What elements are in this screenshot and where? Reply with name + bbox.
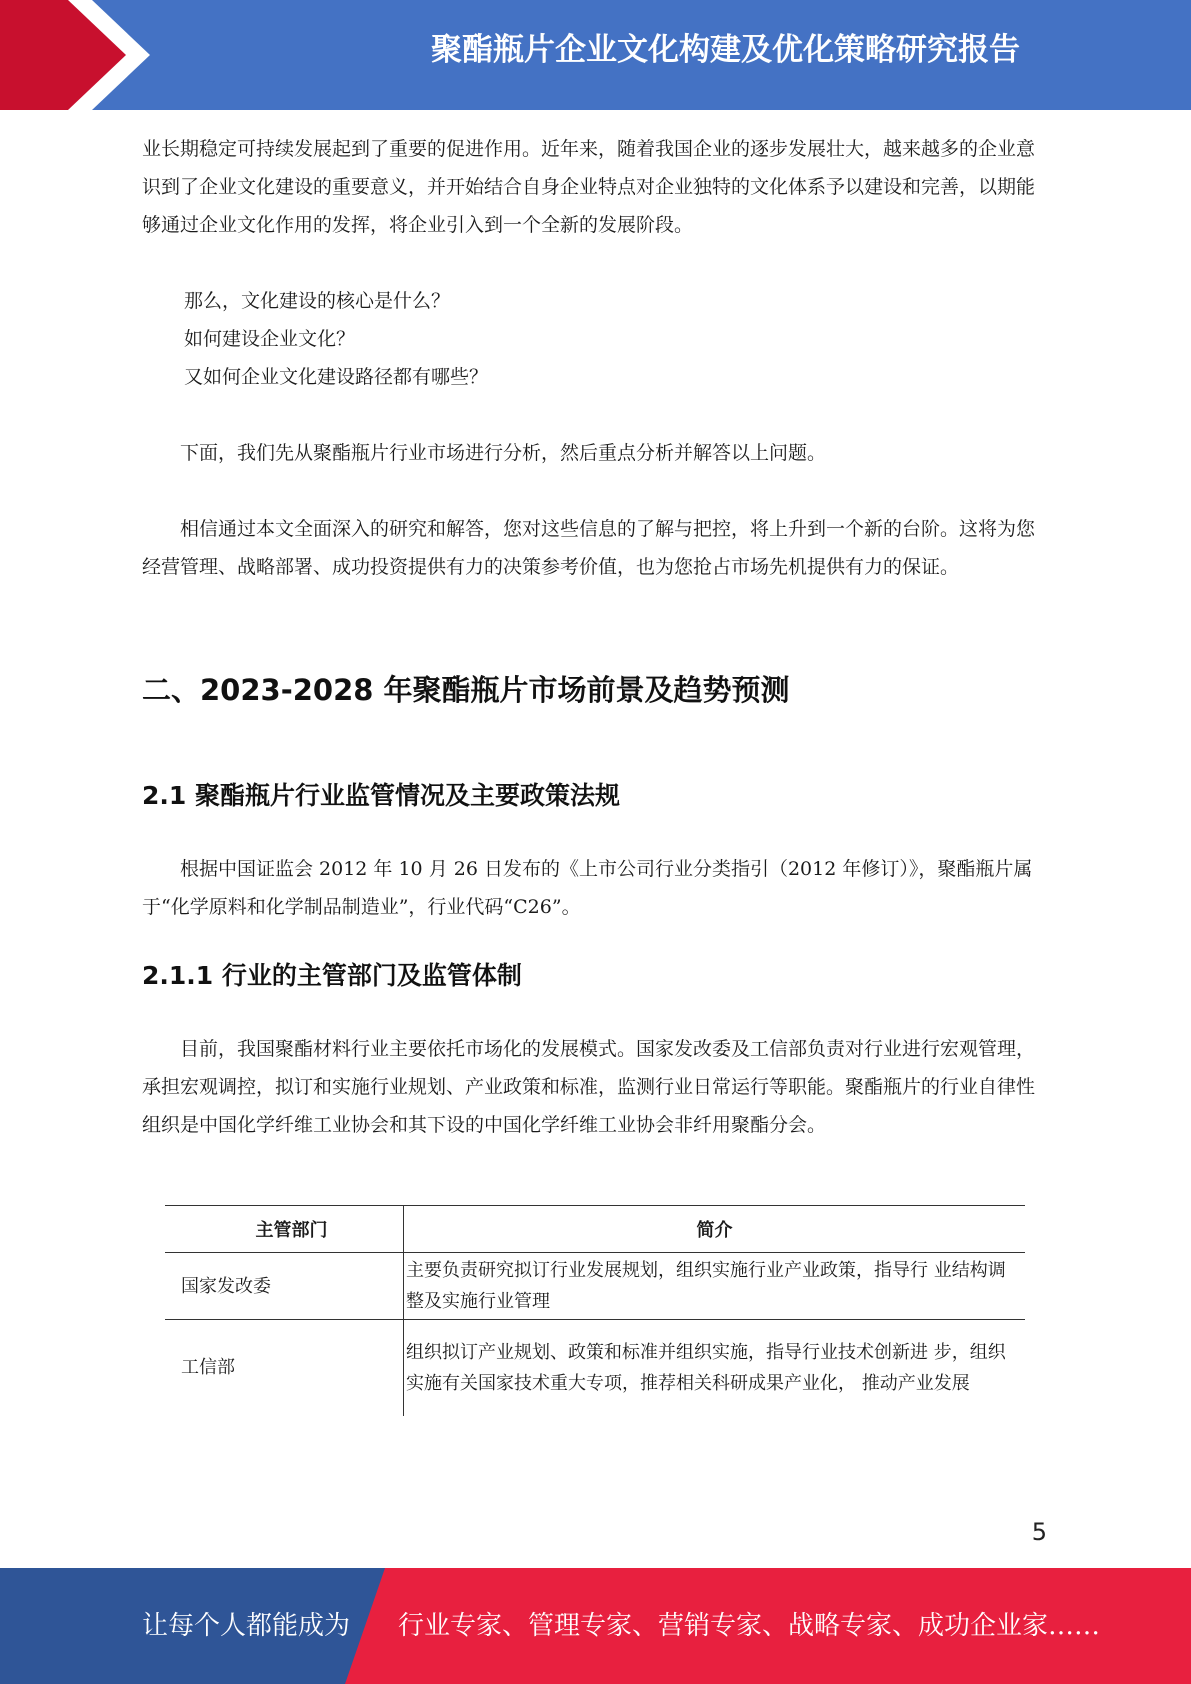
intro-paragraph: 业长期稳定可持续发展起到了重要的促进作用。近年来，随着我国企业的逐步发展壮大，越来越多的企业意识到了企业文化建设的重要意义，并开始结合自身企业特点对企业独特的文化体系予以建设和完善，以期能够通过企业文化作用的发挥，将企业引入到一个全新的发展阶段。 [142,138,1036,236]
question-item: 又如何企业文化建设路径都有哪些？ [184,366,489,388]
question-list [142,282,1047,396]
report-title: 聚酯瓶片企业文化构建及优化策略研究报告 [431,32,1020,68]
classification-paragraph: 根据中国证监会 2012 年 10 月 26 日发布的《上市公司行业分类指引（2012 年修订）》，聚酯瓶片属于“化学原料和化学制品制造业”，行业代码“C26”。 [142,858,1033,918]
desc-cell: 组织拟订产业规划、政策和标准并组织实施，指导行业技术创新进 步，组织实施有关国家技术重大专项，推荐相关科研成果产业化， 推动产业发展 [406,1341,1006,1394]
table-row [165,1320,1025,1416]
regulation-paragraph: 目前，我国聚酯材料行业主要依托市场化的发展模式。国家发改委及工信部负责对行业进行宏观管理，承担宏观调控，拟订和实施行业规划、产业政策和标准，监测行业日常运行等职能。聚酯瓶片的行业自律性组织是中国化学纤维工业协会和其下设的中国化学纤维工业协会非纤用聚酯分会。 [142,1038,1036,1136]
desc-cell: 主要负责研究拟订行业发展规划，组织实施行业产业政策，指导行 业结构调整及实施行业管理 [404,1253,1026,1320]
subsection-heading: 2.1 聚酯瓶片行业监管情况及主要政策法规 [142,781,620,810]
analysis-paragraph: 下面，我们先从聚酯瓶片行业市场进行分析，然后重点分析并解答以上问题。 [180,442,827,464]
footer-slogan-left: 让每个人都能成为 [142,1611,351,1641]
column-header: 简介 [404,1206,1026,1253]
table-row [165,1253,1025,1320]
dept-cell: 国家发改委 [165,1253,404,1320]
intro-section [142,130,1047,586]
value-paragraph: 相信通过本文全面深入的研究和解答，您对这些信息的了解与把控，将上升到一个新的台阶。这将为您经营管理、战略部署、成功投资提供有力的决策参考价值，也为您抢占市场先机提供有力的保证。 [142,518,1036,578]
page-number: 5 [1031,1518,1047,1546]
question-item: 如何建设企业文化？ [184,328,356,350]
page-footer [0,1568,1191,1684]
header-red-chevron [0,0,140,110]
section-heading: 二、2023-2028 年聚酯瓶片市场前景及趋势预测 [142,673,790,707]
subsubsection-heading: 2.1.1 行业的主管部门及监管体制 [142,961,522,990]
table-header-row [165,1206,1025,1253]
question-item: 那么，文化建设的核心是什么？ [184,290,451,312]
dept-cell: 工信部 [165,1320,404,1416]
column-header: 主管部门 [165,1206,404,1253]
footer-slogan-right: 行业专家、管理专家、营销专家、战略专家、成功企业家…… [398,1611,1101,1641]
department-table [165,1205,1025,1416]
page-header [0,0,1191,110]
